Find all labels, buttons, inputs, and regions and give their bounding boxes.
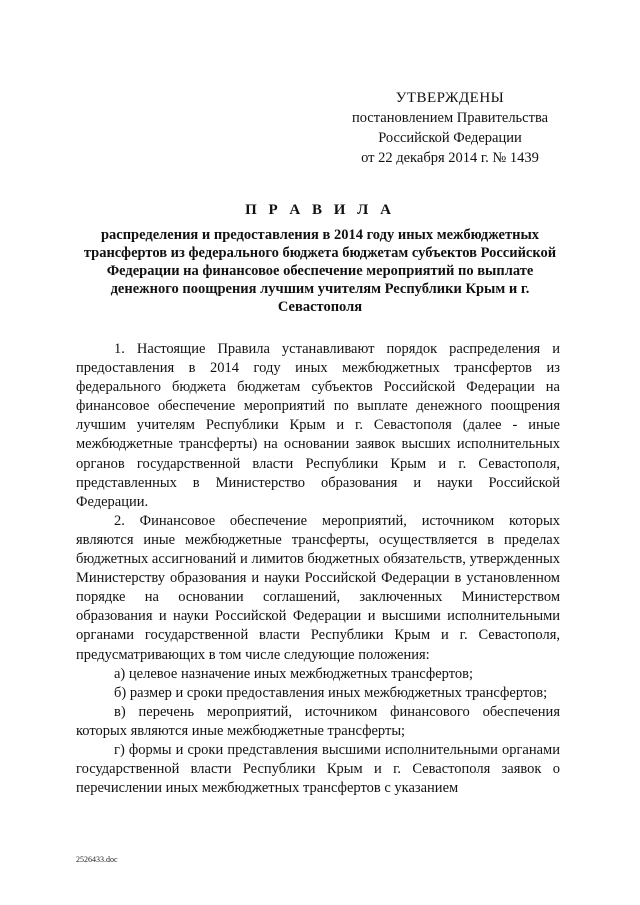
document-subtitle: распределения и предоставления в 2014 году иных межбюджетных трансфертов из федерального бюджета бюджетам субъектов Российской Федерации на финансовое обеспечение мероприятий по выплате денежного поощрения лучшим учителям Республики Крым и г. Севастополя	[83, 227, 557, 315]
item-a: а) целевое назначение иных межбюджетных трансфертов;	[114, 665, 473, 682]
approval-line-2: Российской Федерации	[378, 130, 522, 146]
item-v: в) перечень мероприятий, источником финансового обеспечения которых являются иные межбюджетные трансферты;	[76, 703, 560, 739]
approval-line-3: от 22 декабря 2014 г. № 1439	[361, 150, 539, 166]
document-body	[76, 340, 560, 798]
paragraph-1: 1. Настоящие Правила устанавливают порядок распределения и предоставления в 2014 году иных межбюджетных трансфертов из федерального бюджета бюджетам субъектов Российской Федерации на финансовое обеспечение мероприятий по выплате денежного поощрения лучшим учителям Республики Крым и г. Севастополя (далее - иные межбюджетные трансферты) на основании заявок высших исполнительных органов государственной власти Республики Крым и г. Севастополя, представленных в Министерство образования и науки Российской Федерации.	[76, 341, 560, 510]
item-b: б) размер и сроки предоставления иных межбюджетных трансфертов;	[114, 684, 548, 701]
approval-line-1: постановлением Правительства	[351, 110, 549, 126]
document-title: П Р А В И Л А	[245, 202, 395, 218]
approval-heading: УТВЕРЖДЕНЫ	[395, 90, 505, 106]
approval-block	[330, 88, 570, 168]
footer-file-name: 2526433.doc	[76, 855, 118, 864]
item-g: г) формы и сроки представления высшими исполнительными органами государственной власти Республики Крым и г. Севастополя заявок о перечислении иных межбюджетных трансфертов с указанием	[76, 741, 560, 797]
paragraph-2: 2. Финансовое обеспечение мероприятий, источником которых являются иные межбюджетные трансферты, осуществляется в пределах бюджетных ассигнований и лимитов бюджетных обязательств, утвержденных Министерству образования и науки Российской Федерации в установленном порядке на основании соглашений, заключенных Министерством образования и науки Российской Федерации и высшими исполнительными органами государственной власти Республики Крым и г. Севастополя, предусматривающих в том числе следующие положения:	[76, 512, 560, 663]
